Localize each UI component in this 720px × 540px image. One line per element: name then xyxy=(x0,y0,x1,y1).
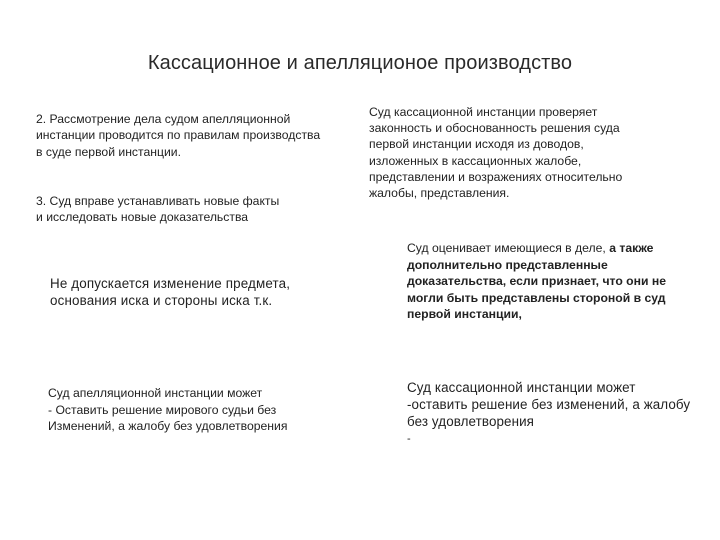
slide-title: Кассационное и апелляционое производство xyxy=(147,52,573,74)
appeal-procedure-item-3: 3. Суд вправе устанавливать новые факты и исследовать новые доказательства xyxy=(36,194,280,225)
evidence-bold-text: а также дополнительно представленные доказательства, если признает, что они не могли быть представлены стороной в суд первой инстанции, xyxy=(407,241,666,322)
trailing-dash: - xyxy=(407,432,411,445)
cassation-court-power-block xyxy=(407,362,719,465)
cassation-evidence-rule xyxy=(407,240,717,323)
appeal-court-power: Суд апелляционной инстанции может - Оставить решение мирового судьи без Изменений, а жалобу без удовлетворения xyxy=(48,386,288,434)
evidence-plain-text: Суд оценивает имеющиеся в деле, xyxy=(407,241,610,255)
cassation-court-power: Суд кассационной инстанции может -оставить решение без изменений, а жалобу без удовлетворения xyxy=(407,380,691,430)
cassation-review-scope: Суд кассационной инстанции проверяет законность и обоснованность решения суда первой инстанции исходя из доводов, изложенных в кассационных жалобе, представлении и возражениях относительно жалобы, представления. xyxy=(369,105,623,201)
appeal-procedure-item-2: 2. Рассмотрение дела судом апелляционной инстанции проводится по правилам производства в суде первой инстанции. xyxy=(36,112,321,159)
appeal-restriction-note: Не допускается изменение предмета, основания иска и стороны иска т.к. xyxy=(50,276,291,309)
